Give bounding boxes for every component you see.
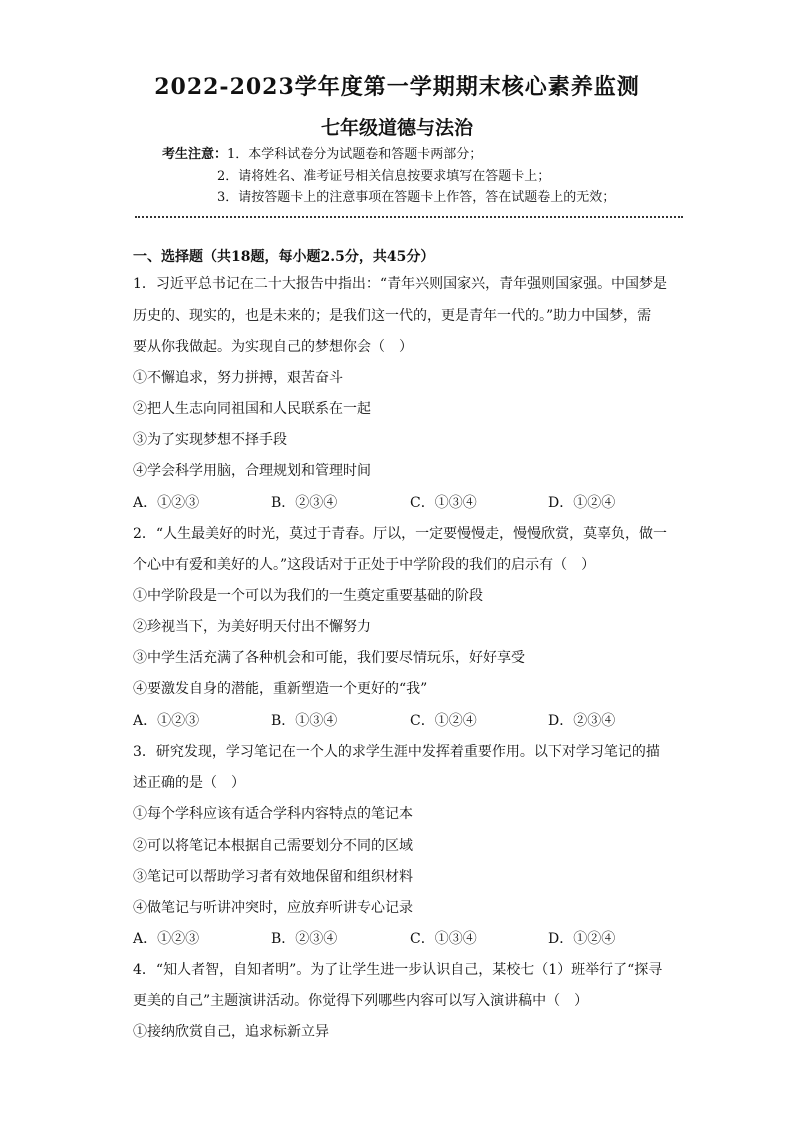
q3-option-b: B．②③④ <box>271 931 338 947</box>
q2-stem-line-1: 2．“人生最美好的时光，莫过于青春。厅以，一定要慢慢走，慢慢欣赏，莫辜负，做一 <box>133 526 668 542</box>
q4-statement-1: ①接纳欣赏自己，追求标新立异 <box>133 1024 329 1040</box>
q2-option-d: D．②③④ <box>548 713 616 729</box>
exam-title: 2022-2023学年度第一学期期末核心素养监测 <box>154 74 640 100</box>
q2-option-c: C．①②④ <box>410 713 477 729</box>
q3-stem-line-1: 3．研究发现，学习笔记在一个人的求学生涯中发挥着重要作用。以下对学习笔记的描 <box>133 744 660 760</box>
q2-option-a: A．①②③ <box>133 713 200 729</box>
q1-statement-4: ④学会科学用脑，合理规划和管理时间 <box>133 463 371 479</box>
q2-statement-4: ④要激发自身的潜能，重新塑造一个更好的“我” <box>133 681 428 697</box>
q2-statement-1: ①中学阶段是一个可以为我们的一生奠定重要基础的阶段 <box>133 588 483 604</box>
notice-item-2: 2．请将姓名、准考证号相关信息按要求填写在答题卡上； <box>217 169 551 184</box>
q4-stem-line-1: 4．“知人者智，自知者明”。为了让学生进一步认识自己，某校七（1）班举行了“探寻 <box>133 962 663 978</box>
q3-statement-4: ④做笔记与听讲冲突时，应放弃听讲专心记录 <box>133 900 413 916</box>
q1-stem-line-1: 1．习近平总书记在二十大报告中指出：“青年兴则国家兴，青年强则国家强。中国梦是 <box>133 276 668 292</box>
dotted-divider <box>135 216 683 218</box>
q3-statement-3: ③笔记可以帮助学习者有效地保留和组织材料 <box>133 869 413 885</box>
q1-statement-3: ③为了实现梦想不择手段 <box>133 432 287 448</box>
q1-option-c: C．①③④ <box>410 495 477 511</box>
q2-statement-3: ③中学生活充满了各种机会和可能，我们要尽情玩乐，好好享受 <box>133 650 525 666</box>
notice-label: 考生注意： <box>162 147 228 162</box>
q3-statement-1: ①每个学科应该有适合学科内容特点的笔记本 <box>133 806 413 822</box>
q1-stem-line-3: 要从你我做起。为实现自己的梦想你会（ ） <box>133 339 413 355</box>
q3-option-c: C．①③④ <box>410 931 477 947</box>
q3-option-a: A．①②③ <box>133 931 200 947</box>
notice-line-1 <box>162 145 482 165</box>
q3-option-d: D．①②④ <box>548 931 616 947</box>
q4-stem-line-2: 更美的自己”主题演讲活动。你觉得下列哪些内容可以写入演讲稿中（ ） <box>133 993 589 1009</box>
q1-option-a: A．①②③ <box>133 495 200 511</box>
notice-item-3: 3．请按答题卡上的注意事项在答题卡上作答，答在试题卷上的无效； <box>217 190 616 205</box>
q1-option-d: D．①②④ <box>548 495 616 511</box>
q2-statement-2: ②珍视当下，为美好明天付出不懈努力 <box>133 619 371 635</box>
q1-stem-line-2: 历史的、现实的，也是未来的；是我们这一代的，更是青年一代的。”助力中国梦，需 <box>133 308 652 324</box>
q2-option-b: B．①③④ <box>271 713 338 729</box>
section-heading: 一、选择题（共18题，每小题2.5分，共45分） <box>133 249 435 265</box>
q1-statement-2: ②把人生志向同祖国和人民联系在一起 <box>133 401 371 417</box>
q1-option-b: B．②③④ <box>271 495 338 511</box>
q2-stem-line-2: 个心中有爱和美好的人。”这段话对于正处于中学阶段的我们的启示有（ ） <box>133 557 596 573</box>
notice-item-1: 1．本学科试卷分为试题卷和答题卡两部分； <box>227 147 483 162</box>
q3-statement-2: ②可以将笔记本根据自己需要划分不同的区域 <box>133 838 413 854</box>
q3-stem-line-2: 述正确的是（ ） <box>133 775 245 791</box>
q1-statement-1: ①不懈追求，努力拼搏，艰苦奋斗 <box>133 370 343 386</box>
exam-subtitle: 七年级道德与法治 <box>320 117 473 139</box>
